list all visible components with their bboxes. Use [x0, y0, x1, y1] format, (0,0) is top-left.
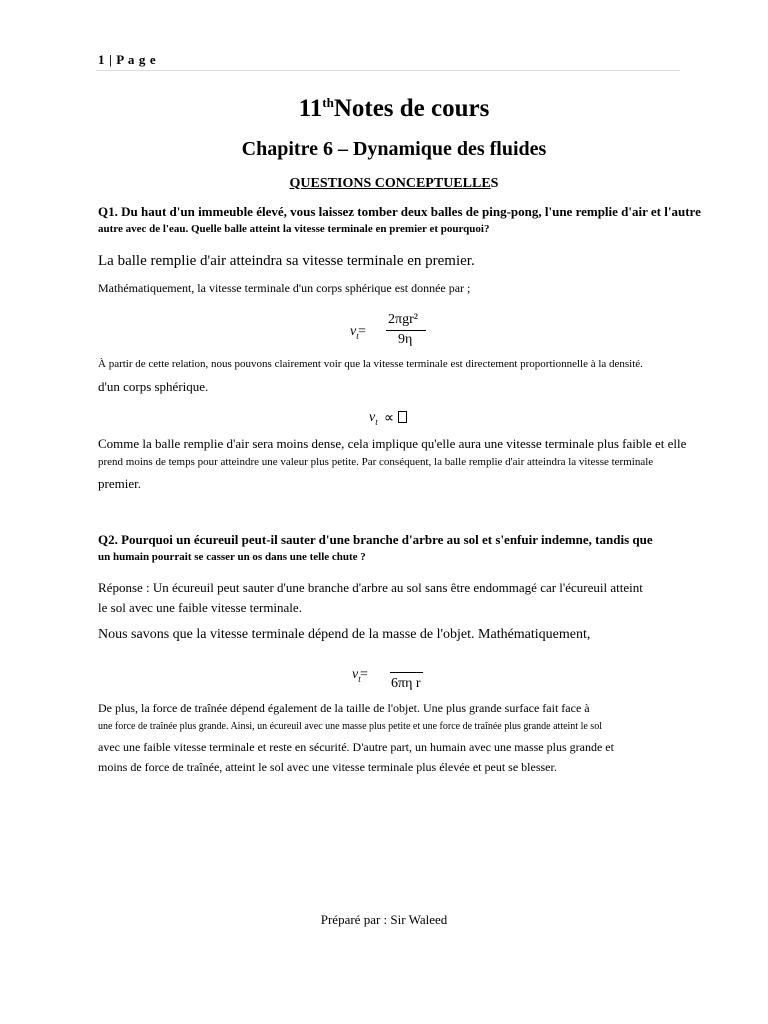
formula3-denominator: 6πη r — [391, 676, 421, 691]
q1-relation-line2: d'un corps sphérique. — [98, 379, 209, 394]
q1-conclusion-line1: Comme la balle remplie d'air sera moins dense, cela implique qu'elle aura une vitesse terminale plus faible et elle — [98, 436, 687, 451]
formula1-lhs: $v_t$ — [350, 324, 359, 341]
q2-drag-line3: avec une faible vitesse terminale et reste en sécurité. D'autre part, un humain avec une masse plus grande et — [98, 740, 614, 754]
footer-author: Préparé par : Sir Waleed — [320, 912, 448, 927]
section-heading-underlined: QUESTIONS CONCEPTUELLE — [289, 176, 491, 191]
title-grade-sup: th — [322, 95, 334, 110]
section-heading — [0, 176, 768, 192]
header-divider — [96, 70, 680, 71]
document-title — [0, 95, 768, 123]
formula2-proportional: ∝ — [384, 410, 407, 427]
section-heading-rest: S — [490, 176, 499, 191]
title-text: Notes de cours — [333, 95, 490, 122]
title-grade: 11 — [298, 95, 323, 122]
q2-math-line: Nous savons que la vitesse terminale dépend de la masse de l'objet. Mathématiquement, — [98, 627, 591, 642]
q2-question-line2: un humain pourrait se casser un os dans une telle chute ? — [98, 551, 366, 563]
q2-question-line1: Q2. Pourquoi un écureuil peut-il sauter d'une branche d'arbre au sol et s'enfuir indemne, tandis que — [98, 532, 653, 547]
chapter-heading: Chapitre 6 – Dynamique des fluides — [241, 138, 547, 160]
q2-drag-line1: De plus, la force de traînée dépend également de la taille de l'objet. Une plus grande surface fait face à — [98, 701, 590, 715]
q2-drag-line4: moins de force de traînée, atteint le sol avec une vitesse terminale plus élevée et peut se blesser. — [98, 760, 557, 774]
q2-drag-line2: une force de traînée plus grande. Ainsi, un écureuil avec une masse plus petite et une force de traînée plus grande atteint le sol — [98, 721, 602, 732]
q1-answer: La balle remplie d'air atteindra sa vitesse terminale en premier. — [98, 253, 475, 269]
formula3-lhs: $v_t$ — [352, 667, 361, 684]
q1-question-line2: autre avec de l'eau. Quelle balle atteint la vitesse terminale en premier et pourquoi? — [98, 223, 490, 235]
formula1-numerator: 2πgr² — [388, 312, 418, 327]
formula1-equals: = — [358, 324, 366, 339]
formula3-fraction-bar — [390, 672, 423, 673]
q1-math-intro: Mathématiquement, la vitesse terminale d'un corps sphérique est donnée par ; — [98, 281, 471, 295]
formula2-missing-glyph-box — [398, 411, 407, 423]
q2-answer-line2: le sol avec une faible vitesse terminale. — [98, 600, 302, 615]
q1-conclusion-line2: prend moins de temps pour atteindre une valeur plus petite. Par conséquent, la balle remplie d'air atteindra la vitesse terminale — [98, 456, 654, 468]
q1-question-line1: Q1. Du haut d'un immeuble élevé, vous laissez tomber deux balles de ping-pong, l'une remplie d'air et l'autre — [98, 204, 701, 219]
formula1-denominator: 9η — [398, 332, 413, 347]
formula3-equals: = — [360, 667, 368, 682]
q1-conclusion-line3: premier. — [98, 476, 141, 491]
q2-answer-line1: Réponse : Un écureuil peut sauter d'une branche d'arbre au sol sans être endommagé car l'écureuil atteint — [98, 580, 643, 595]
formula1-fraction-bar — [386, 330, 426, 331]
formula2-lhs: $v_t$ — [369, 410, 378, 427]
page-number-header: 1 | P a g e — [98, 52, 157, 67]
q1-relation-line1: À partir de cette relation, nous pouvons clairement voir que la vitesse terminale est directement proportionnelle à la densité. — [98, 358, 643, 370]
